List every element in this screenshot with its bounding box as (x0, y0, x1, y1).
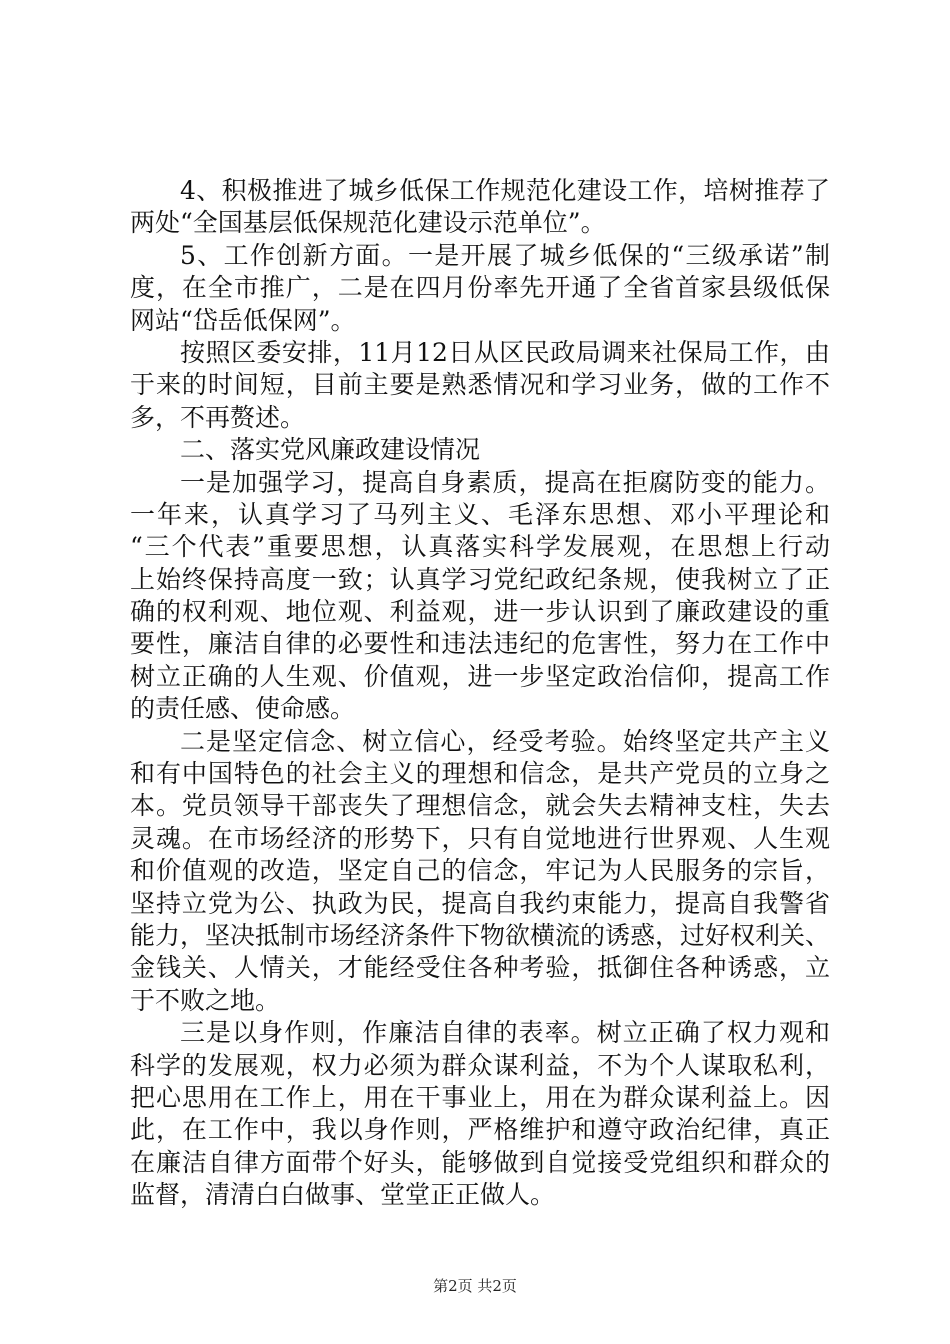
text-line: 能力，坚决抵制市场经济条件下物欲横流的诱惑，过好权利关、 (130, 920, 831, 950)
page-number-footer: 第2页 共2页 (433, 1277, 517, 1295)
text-line: 4、积极推进了城乡低保工作规范化建设工作，培树推荐了 (180, 176, 830, 205)
section-heading (130, 434, 830, 466)
text-line: “三个代表”重要思想，认真落实科学发展观，在思想上行动 (130, 532, 830, 562)
text-line: 灵魂。在市场经济的形势下，只有自觉地进行世界观、人生观 (130, 823, 830, 853)
text-line: 科学的发展观，权力必须为群众谋利益，不为个人谋取私利， (130, 1050, 830, 1080)
text-line: 三是以身作则，作廉洁自律的表率。树立正确了权力观和 (180, 1018, 830, 1048)
paragraph-example (130, 1017, 830, 1211)
text-line: 确的权利观、地位观、利益观，进一步认识到了廉政建设的重 (130, 597, 830, 627)
text-line: 上始终保持高度一致；认真学习党纪政纪条规，使我树立了正 (130, 564, 830, 594)
text-line: 的责任感、使命感。 (130, 694, 356, 724)
text-line: 网站“岱岳低保网”。 (130, 305, 356, 335)
text-line: 于不败之地。 (130, 985, 281, 1015)
text-line: 和价值观的改造，坚定自己的信念，牢记为人民服务的宗旨， (130, 856, 830, 886)
text-line: 和有中国特色的社会主义的理想和信念，是共产党员的立身之 (130, 759, 830, 789)
paragraph-transfer (130, 337, 830, 434)
paragraph-belief (130, 726, 830, 1018)
text-line: 本。党员领导干部丧失了理想信念，就会失去精神支柱，失去 (130, 791, 830, 821)
text-line: 金钱关、人情关，才能经受住各种考验，抵御住各种诱惑，立 (130, 953, 830, 983)
text-line: 两处“全国基层低保规范化建设示范单位”。 (130, 208, 606, 238)
paragraph-item-4 (130, 175, 830, 240)
text-line: 二是坚定信念、树立信心，经受考验。始终坚定共产主义 (180, 726, 830, 756)
text-line: 于来的时间短，目前主要是熟悉情况和学习业务，做的工作不 (130, 370, 830, 400)
paragraph-study (130, 467, 830, 726)
text-line: 一年来，认真学习了马列主义、毛泽东思想、邓小平理论和 (130, 499, 830, 529)
text-line: 5、工作创新方面。一是开展了城乡低保的“三级承诺”制 (180, 240, 830, 270)
text-line: 此，在工作中，我以身作则，严格维护和遵守政治纪律，真正 (130, 1115, 830, 1145)
document-body (130, 175, 830, 1212)
section-heading-text: 二、落实党风廉政建设情况 (180, 435, 481, 465)
text-line: 一是加强学习，提高自身素质，提高在拒腐防变的能力。 (180, 467, 830, 497)
text-line: 按照区委安排，11月12日从区民政局调来社保局工作，由 (180, 337, 830, 367)
text-line: 把心思用在工作上，用在干事业上，用在为群众谋利益上。因 (130, 1082, 830, 1112)
text-line: 多，不再赘述。 (130, 402, 306, 432)
text-line: 坚持立党为公、执政为民，提高自我约束能力，提高自我警省 (130, 888, 830, 918)
text-line: 树立正确的人生观、价值观，进一步坚定政治信仰，提高工作 (130, 661, 830, 691)
paragraph-item-5 (130, 240, 830, 337)
text-line: 在廉洁自律方面带个好头，能够做到自觉接受党组织和群众的 (130, 1147, 830, 1177)
text-line: 监督，清清白白做事、堂堂正正做人。 (130, 1180, 556, 1210)
text-line: 要性，廉洁自律的必要性和违法违纪的危害性，努力在工作中 (130, 629, 830, 659)
text-line: 度，在全市推广，二是在四月份率先开通了全省首家县级低保 (130, 273, 830, 303)
